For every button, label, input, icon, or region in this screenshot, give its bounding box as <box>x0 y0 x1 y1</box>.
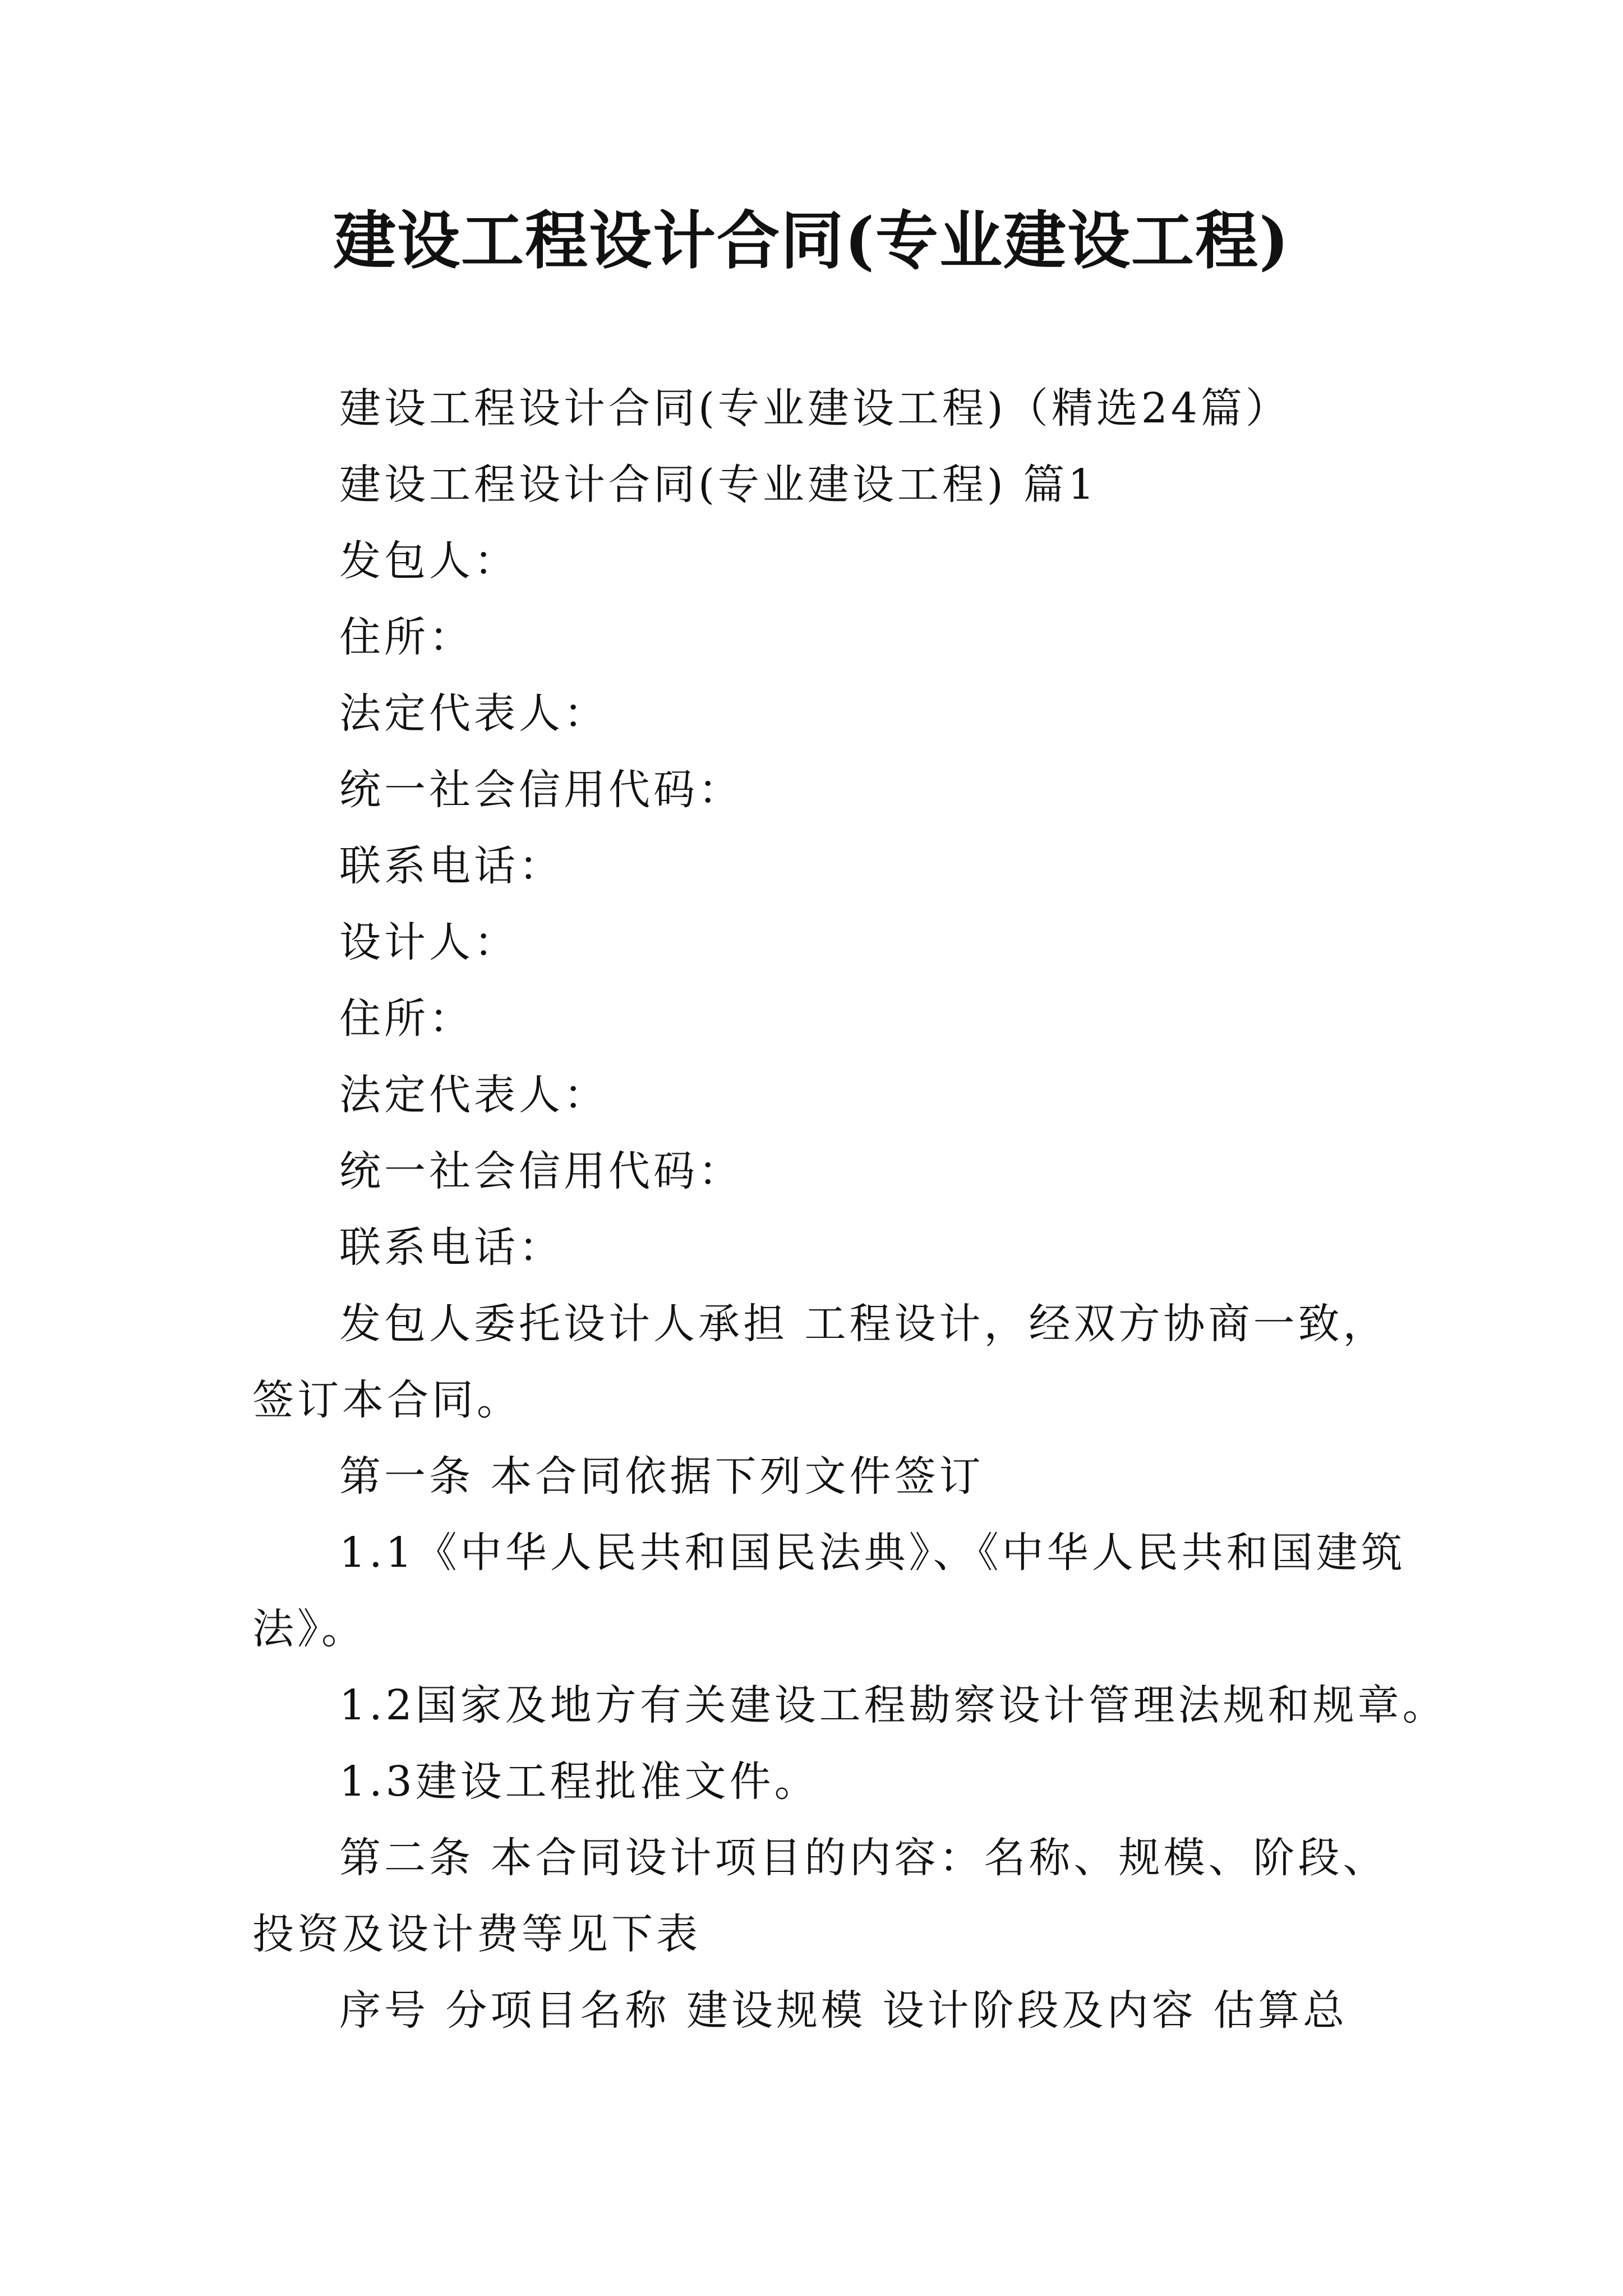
paragraph-line: 住所： <box>339 995 474 1043</box>
paragraph-line: 法》。 <box>252 1605 366 1653</box>
paragraph-line: 第一条 本合同依据下列文件签订 <box>339 1452 984 1501</box>
paragraph-line: 法定代表人： <box>339 689 608 738</box>
paragraph-line: 联系电话： <box>339 1223 564 1272</box>
paragraph-line: 发包人委托设计人承担 工程设计，经双方协商一致， <box>339 1300 1388 1348</box>
paragraph-line: 法定代表人： <box>339 1071 608 1119</box>
paragraph-line: 1.1《中华人民共和国民法典》、《中华人民共和国建筑 <box>339 1529 1406 1577</box>
document-title: 建设工程设计合同(专业建设工程) <box>333 204 1290 278</box>
paragraph-line: 建设工程设计合同(专业建设工程)（精选24篇） <box>339 384 1290 432</box>
document-body <box>252 370 1447 2049</box>
paragraph-line: 住所： <box>339 613 474 661</box>
paragraph-line: 发包人： <box>339 537 519 585</box>
paragraph-line: 联系电话： <box>339 842 564 890</box>
paragraph-line: 序号 分项目名称 建设规模 设计阶段及内容 估算总 <box>339 1986 1348 2035</box>
paragraph-line: 建设工程设计合同(专业建设工程) 篇1 <box>339 461 1098 509</box>
paragraph-line: 1.2国家及地方有关建设工程勘察设计管理法规和规章。 <box>339 1681 1447 1729</box>
paragraph-line: 1.3建设工程批准文件。 <box>339 1757 819 1806</box>
paragraph-line: 设计人： <box>339 918 519 967</box>
paragraph-line: 投资及设计费等见下表 <box>252 1910 701 1958</box>
paragraph-line: 签订本合同。 <box>252 1376 522 1424</box>
paragraph-line: 统一社会信用代码： <box>339 766 743 814</box>
paragraph-line: 第二条 本合同设计项目的内容：名称、规模、阶段、 <box>339 1834 1388 1882</box>
paragraph-line: 统一社会信用代码： <box>339 1147 743 1195</box>
